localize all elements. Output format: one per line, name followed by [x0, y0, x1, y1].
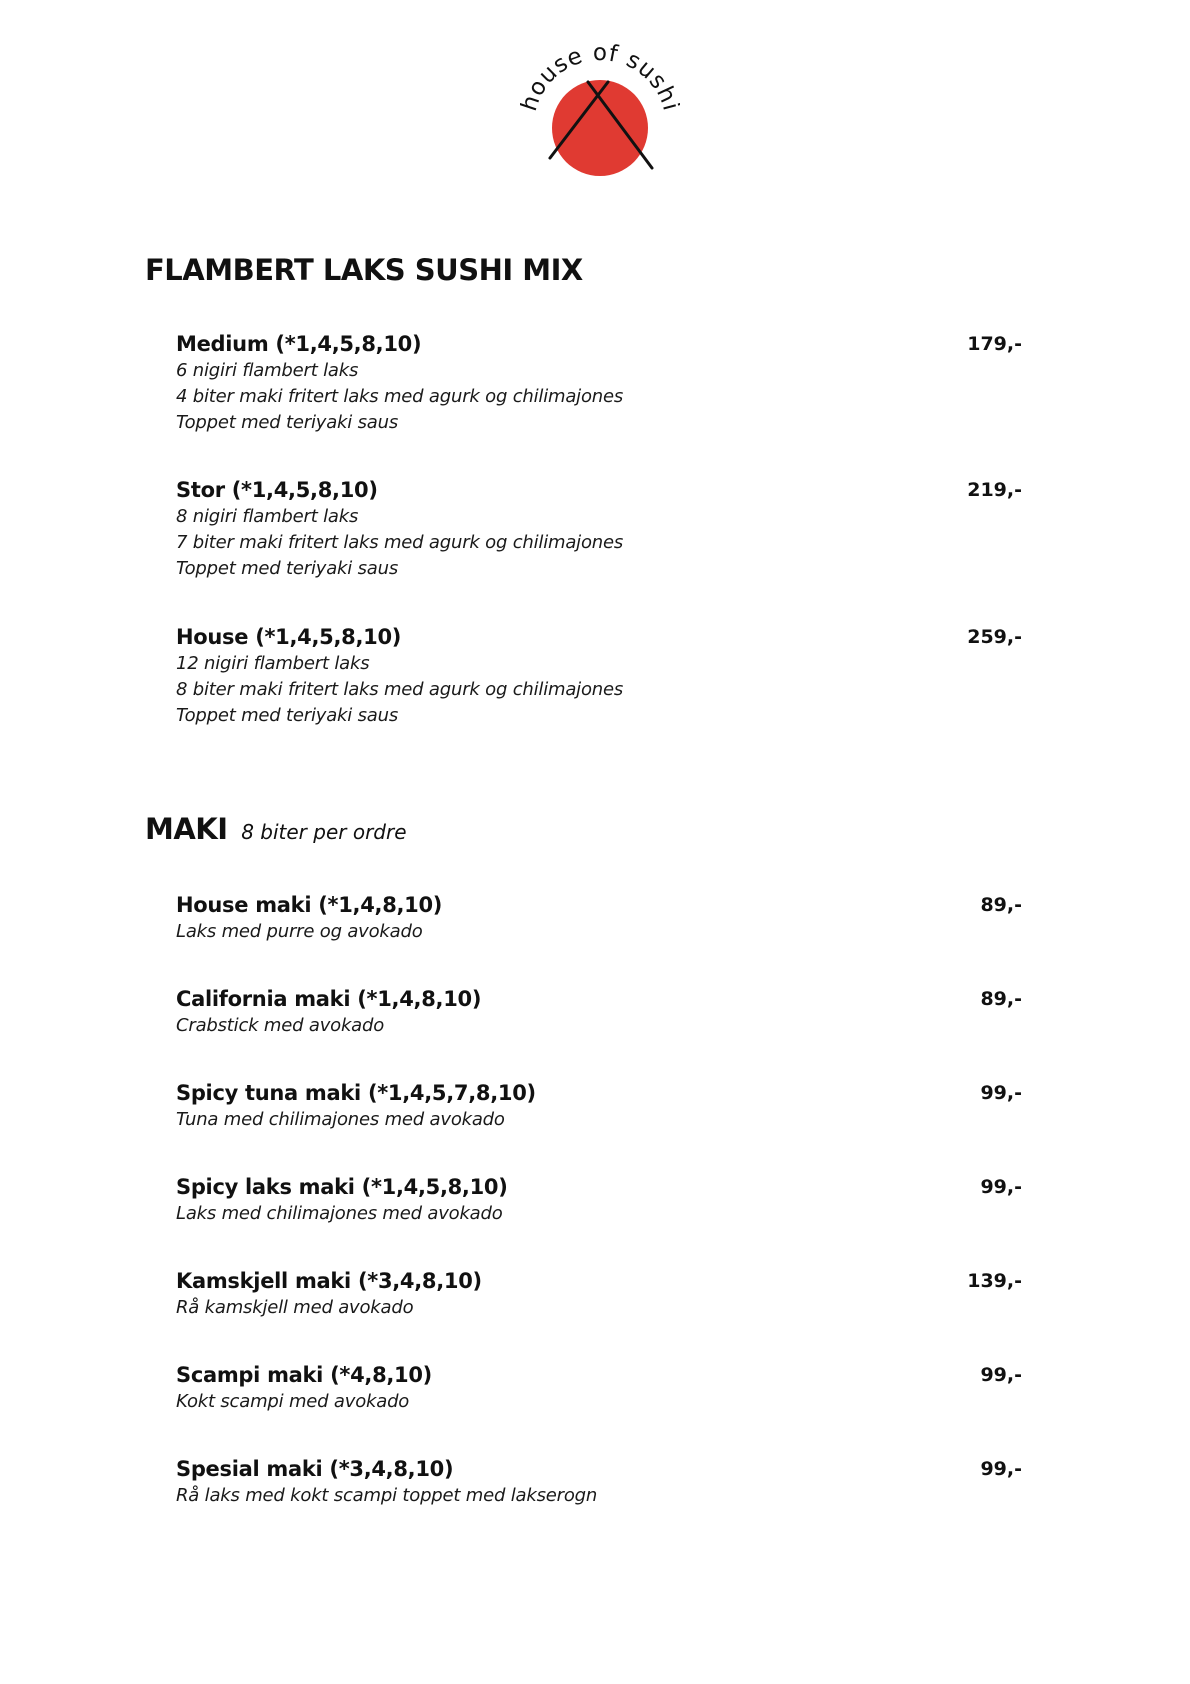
menu-item-house-maki [176, 891, 1022, 945]
item-name: Scampi maki (*4,8,10) [176, 1363, 432, 1387]
menu-item-kamskjell-maki [176, 1267, 1022, 1321]
menu-item-spicy-tuna-maki [176, 1079, 1022, 1133]
item-name: Kamskjell maki (*3,4,8,10) [176, 1269, 482, 1293]
logo-graphic [520, 40, 680, 180]
item-desc-line: Toppet med teriyaki saus [176, 558, 399, 579]
item-name: House maki (*1,4,8,10) [176, 893, 443, 917]
item-price: 89,- [980, 894, 1022, 916]
item-name: Spesial maki (*3,4,8,10) [176, 1457, 454, 1481]
section-title-flambert-laks [145, 253, 583, 287]
item-desc-line: 12 nigiri flambert laks [176, 653, 370, 674]
section-title-text: MAKI [145, 812, 228, 846]
item-desc-line: Tuna med chilimajones med avokado [176, 1109, 505, 1130]
item-desc-line: Laks med purre og avokado [176, 921, 423, 942]
logo-text: ouse of sush [523, 40, 680, 108]
item-desc-line: Toppet med teriyaki saus [176, 705, 399, 726]
item-desc-line: 8 biter maki fritert laks med agurk og chilimajones [176, 679, 624, 700]
menu-item-house [176, 623, 1022, 729]
item-price: 139,- [967, 1270, 1022, 1292]
section-subtitle: 8 biter per ordre [241, 820, 407, 844]
item-price: 89,- [980, 988, 1022, 1010]
item-price: 99,- [980, 1458, 1022, 1480]
item-desc-line: Toppet med teriyaki saus [176, 412, 399, 433]
item-name: California maki (*1,4,8,10) [176, 987, 482, 1011]
item-desc-line: Rå kamskjell med avokado [176, 1297, 414, 1318]
menu-item-spesial-maki [176, 1455, 1022, 1509]
item-desc-line: 7 biter maki fritert laks med agurk og chilimajones [176, 532, 624, 553]
menu-item-scampi-maki [176, 1361, 1022, 1415]
menu-item-stor [176, 476, 1022, 582]
item-desc-line: 8 nigiri flambert laks [176, 506, 359, 527]
section-title-maki [145, 812, 407, 846]
section-title-text: FLAMBERT LAKS SUSHI MIX [145, 253, 583, 287]
item-desc-line: 6 nigiri flambert laks [176, 360, 359, 381]
item-price: 99,- [980, 1082, 1022, 1104]
item-desc-line: Rå laks med kokt scampi toppet med lakserogn [176, 1485, 598, 1506]
item-name: Medium (*1,4,5,8,10) [176, 332, 422, 356]
item-name: Spicy laks maki (*1,4,5,8,10) [176, 1175, 508, 1199]
item-price: 99,- [980, 1176, 1022, 1198]
house-of-sushi-logo [520, 40, 680, 180]
item-desc-line: Crabstick med avokado [176, 1015, 385, 1036]
item-name: Spicy tuna maki (*1,4,5,7,8,10) [176, 1081, 536, 1105]
item-name: House (*1,4,5,8,10) [176, 625, 402, 649]
item-price: 99,- [980, 1364, 1022, 1386]
menu-item-california-maki [176, 985, 1022, 1039]
item-price: 179,- [967, 333, 1022, 355]
item-price: 259,- [967, 626, 1022, 648]
item-price: 219,- [967, 479, 1022, 501]
item-desc-line: 4 biter maki fritert laks med agurk og chilimajones [176, 386, 624, 407]
menu-item-spicy-laks-maki [176, 1173, 1022, 1227]
item-name: Stor (*1,4,5,8,10) [176, 478, 378, 502]
menu-item-medium [176, 330, 1022, 436]
item-desc-line: Laks med chilimajones med avokado [176, 1203, 503, 1224]
item-desc-line: Kokt scampi med avokado [176, 1391, 410, 1412]
